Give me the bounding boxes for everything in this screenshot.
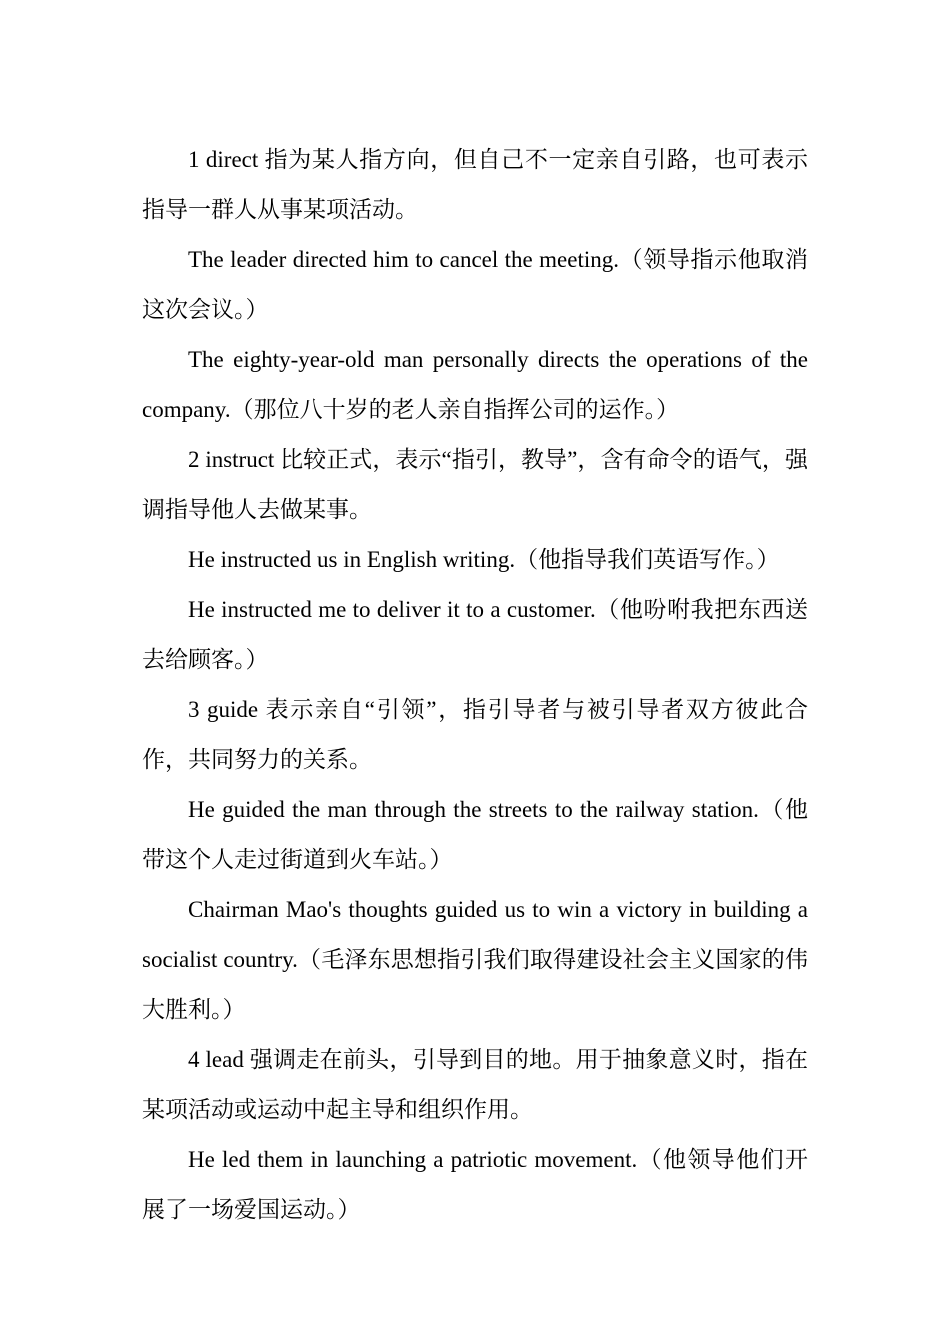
document-text-body xyxy=(142,135,808,1235)
paragraph-direct-example-1: The leader directed him to cancel the meeting.（领导指示他取消这次会议。） xyxy=(142,247,808,322)
paragraph-lead-definition: 4 lead 强调走在前头，引导到目的地。用于抽象意义时，指在某项活动或运动中起主导和组织作用。 xyxy=(142,1047,808,1122)
paragraph-direct-definition: 1 direct 指为某人指方向，但自己不一定亲自引路，也可表示指导一群人从事某项活动。 xyxy=(142,147,808,222)
paragraph-guide-example-1: He guided the man through the streets to the railway station.（他带这个人走过街道到火车站。） xyxy=(142,797,808,872)
paragraph-guide-definition: 3 guide 表示亲自“引领”，指引导者与被引导者双方彼此合作，共同努力的关系。 xyxy=(142,697,808,772)
paragraph-instruct-definition: 2 instruct 比较正式，表示“指引，教导”，含有命令的语气，强调指导他人去做某事。 xyxy=(142,447,808,522)
paragraph-guide-example-2: Chairman Mao's thoughts guided us to win a victory in building a socialist country.（毛泽东思想指引我们取得建设社会主义国家的伟大胜利。） xyxy=(142,897,808,1022)
paragraph-direct-example-2: The eighty-year-old man personally directs the operations of the company.（那位八十岁的老人亲自指挥公司的运作。） xyxy=(142,347,808,422)
paragraph-instruct-example-1: He instructed us in English writing.（他指导我们英语写作。） xyxy=(188,547,780,572)
paragraph-instruct-example-2: He instructed me to deliver it to a customer.（他吩咐我把东西送去给顾客。） xyxy=(142,597,808,672)
paragraph-lead-example-1: He led them in launching a patriotic movement.（他领导他们开展了一场爱国运动。） xyxy=(142,1147,808,1222)
